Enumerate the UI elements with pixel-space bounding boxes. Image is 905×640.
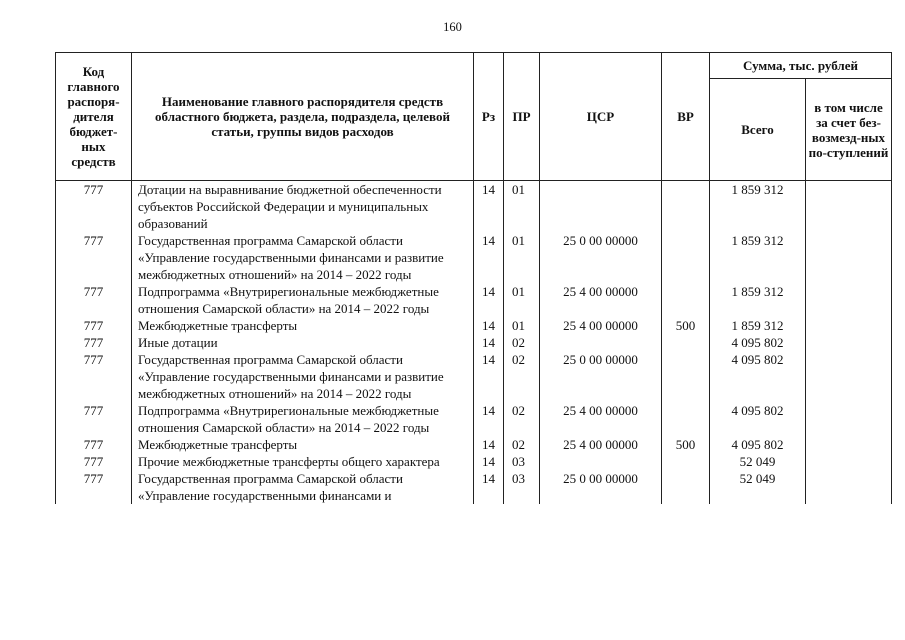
cell-code: 777 [56, 317, 132, 334]
cell-total: 4 095 802 [710, 351, 806, 402]
cell-code: 777 [56, 436, 132, 453]
cell-free [806, 232, 892, 283]
cell-pr: 02 [504, 402, 540, 436]
table-row [56, 436, 892, 453]
cell-rz: 14 [474, 436, 504, 453]
header-free: в том числе за счет без-возмезд-ных по-ступлений [806, 79, 892, 181]
cell-code: 777 [56, 181, 132, 233]
cell-total: 1 859 312 [710, 317, 806, 334]
cell-total: 52 049 [710, 453, 806, 470]
cell-free [806, 436, 892, 453]
cell-name: Государственная программа Самарской области «Управление государственными финансами и [132, 470, 474, 504]
cell-csr [540, 453, 662, 470]
cell-vr [662, 283, 710, 317]
cell-name: Межбюджетные трансферты [132, 436, 474, 453]
cell-free [806, 334, 892, 351]
cell-vr [662, 470, 710, 504]
cell-name: Дотации на выравнивание бюджетной обеспеченности субъектов Российской Федерации и муниципальных образований [132, 181, 474, 233]
cell-csr: 25 4 00 00000 [540, 402, 662, 436]
cell-vr [662, 181, 710, 233]
cell-free [806, 453, 892, 470]
cell-vr [662, 351, 710, 402]
cell-csr: 25 0 00 00000 [540, 232, 662, 283]
cell-csr: 25 4 00 00000 [540, 317, 662, 334]
cell-csr [540, 334, 662, 351]
header-total: Всего [710, 79, 806, 181]
header-rz: Рз [474, 53, 504, 181]
cell-free [806, 283, 892, 317]
cell-free [806, 402, 892, 436]
cell-pr: 02 [504, 436, 540, 453]
table-row [56, 317, 892, 334]
cell-csr: 25 4 00 00000 [540, 283, 662, 317]
table-row [56, 232, 892, 283]
cell-name: Подпрограмма «Внутрирегиональные межбюджетные отношения Самарской области» на 2014 – 2022 годы [132, 402, 474, 436]
cell-free [806, 181, 892, 233]
cell-csr: 25 0 00 00000 [540, 351, 662, 402]
cell-total: 1 859 312 [710, 283, 806, 317]
cell-rz: 14 [474, 402, 504, 436]
cell-free [806, 470, 892, 504]
cell-code: 777 [56, 402, 132, 436]
cell-pr: 02 [504, 351, 540, 402]
cell-vr: 500 [662, 436, 710, 453]
cell-total: 4 095 802 [710, 436, 806, 453]
table-row [56, 351, 892, 402]
cell-total: 4 095 802 [710, 334, 806, 351]
cell-name: Государственная программа Самарской области «Управление государственными финансами и развитие межбюджетных отношений» на 2014 – 2022 годы [132, 351, 474, 402]
cell-vr [662, 453, 710, 470]
cell-code: 777 [56, 470, 132, 504]
cell-csr: 25 0 00 00000 [540, 470, 662, 504]
cell-csr [540, 181, 662, 233]
cell-free [806, 317, 892, 334]
cell-name: Иные дотации [132, 334, 474, 351]
cell-rz: 14 [474, 453, 504, 470]
header-name: Наименование главного распорядителя средств областного бюджета, раздела, подраздела, целевой статьи, группы видов расходов [132, 53, 474, 181]
cell-rz: 14 [474, 317, 504, 334]
cell-pr: 01 [504, 283, 540, 317]
page-number: 160 [443, 20, 462, 34]
header-vr: ВР [662, 53, 710, 181]
cell-pr: 01 [504, 232, 540, 283]
cell-code: 777 [56, 334, 132, 351]
cell-vr [662, 334, 710, 351]
cell-rz: 14 [474, 181, 504, 233]
cell-rz: 14 [474, 351, 504, 402]
table-row [56, 402, 892, 436]
cell-code: 777 [56, 232, 132, 283]
budget-table [55, 52, 892, 504]
table-row [56, 470, 892, 504]
cell-pr: 03 [504, 453, 540, 470]
table-body [56, 181, 892, 505]
cell-pr: 01 [504, 181, 540, 233]
cell-vr [662, 402, 710, 436]
header-pr: ПР [504, 53, 540, 181]
cell-code: 777 [56, 453, 132, 470]
cell-rz: 14 [474, 334, 504, 351]
cell-name: Подпрограмма «Внутрирегиональные межбюджетные отношения Самарской области» на 2014 – 2022 годы [132, 283, 474, 317]
cell-total: 1 859 312 [710, 181, 806, 233]
table-row [56, 283, 892, 317]
cell-name: Межбюджетные трансферты [132, 317, 474, 334]
cell-total: 4 095 802 [710, 402, 806, 436]
cell-rz: 14 [474, 283, 504, 317]
cell-free [806, 351, 892, 402]
cell-code: 777 [56, 351, 132, 402]
cell-rz: 14 [474, 470, 504, 504]
cell-total: 1 859 312 [710, 232, 806, 283]
cell-vr: 500 [662, 317, 710, 334]
cell-code: 777 [56, 283, 132, 317]
cell-pr: 03 [504, 470, 540, 504]
cell-csr: 25 4 00 00000 [540, 436, 662, 453]
header-sum: Сумма, тыс. рублей [710, 53, 892, 79]
table-row [56, 181, 892, 233]
cell-total: 52 049 [710, 470, 806, 504]
table-row [56, 453, 892, 470]
cell-vr [662, 232, 710, 283]
header-csr: ЦСР [540, 53, 662, 181]
header-code: Код главного распоря-дителя бюджет-ных средств [56, 53, 132, 181]
cell-name: Прочие межбюджетные трансферты общего характера [132, 453, 474, 470]
table-row [56, 334, 892, 351]
cell-name: Государственная программа Самарской области «Управление государственными финансами и развитие межбюджетных отношений» на 2014 – 2022 годы [132, 232, 474, 283]
cell-rz: 14 [474, 232, 504, 283]
cell-pr: 01 [504, 317, 540, 334]
cell-pr: 02 [504, 334, 540, 351]
